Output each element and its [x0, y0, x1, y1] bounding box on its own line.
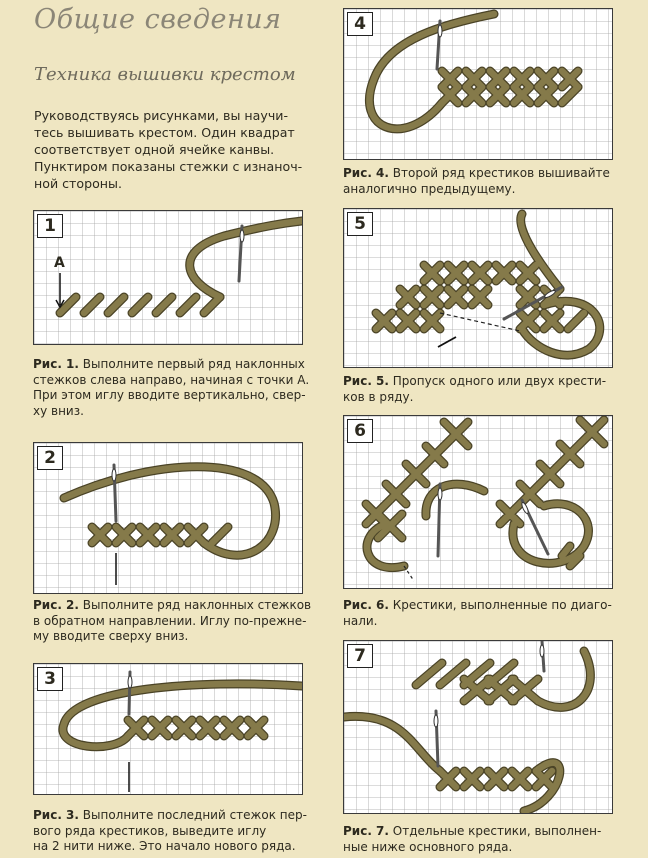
figure-2 — [33, 442, 303, 594]
figure-6-caption — [343, 598, 612, 629]
intro-line: соответствует одной ячейке канвы. — [34, 142, 275, 157]
caption-label: Рис. 3. — [33, 808, 79, 822]
caption-text: Пропуск одного или двух крести- — [388, 374, 607, 388]
figure-2-caption — [33, 598, 311, 645]
caption-text: в обратном направлении. Иглу по-прежне- — [33, 613, 307, 628]
caption-text: на 2 нити ниже. Это начало нового ряда. — [33, 839, 296, 853]
caption-text: Отдельные крестики, выполнен- — [388, 824, 602, 838]
figure-1-illustration — [34, 211, 302, 344]
caption-text: вого ряда крестиков, выведите иглу — [33, 823, 267, 838]
intro-line: ной стороны. — [34, 176, 122, 191]
figure-2-illustration — [34, 443, 302, 593]
figure-number: 6 — [347, 419, 373, 443]
figure-1 — [33, 210, 303, 345]
caption-label: Рис. 5. — [343, 374, 389, 388]
caption-label: Рис. 4. — [343, 166, 389, 180]
page-title: Общие сведения — [34, 4, 282, 35]
intro-line: Пунктиром показаны стежки с изнаноч- — [34, 159, 303, 174]
caption-text: ные ниже основного ряда. — [343, 839, 513, 854]
caption-text: стежков слева направо, начиная с точки А. — [33, 372, 310, 387]
figure-4-illustration — [344, 9, 612, 159]
figure-5 — [343, 208, 613, 368]
figure-4-caption — [343, 166, 610, 197]
figure-number: 2 — [37, 446, 63, 470]
caption-label: Рис. 6. — [343, 598, 389, 612]
figure-number: 7 — [347, 644, 373, 668]
caption-text: му вводите сверху вниз. — [33, 629, 189, 643]
caption-text: Выполните ряд наклонных стежков — [78, 598, 312, 612]
point-a-label: А — [54, 255, 65, 271]
caption-label: Рис. 2. — [33, 598, 79, 612]
figure-number: 5 — [347, 212, 373, 236]
caption-text: нали. — [343, 613, 378, 628]
caption-label: Рис. 7. — [343, 824, 389, 838]
figure-7-caption — [343, 824, 601, 855]
caption-text: Второй ряд крестиков вышивайте — [388, 166, 610, 180]
intro-text — [34, 107, 324, 192]
caption-text: При этом иглу вводите вертикально, свер- — [33, 388, 306, 402]
caption-label: Рис. 1. — [33, 357, 79, 371]
figure-5-caption — [343, 374, 606, 405]
figure-6-illustration — [344, 416, 612, 588]
figure-1-caption — [33, 357, 309, 419]
caption-text: ху вниз. — [33, 403, 84, 418]
figure-4 — [343, 8, 613, 160]
figure-number: 3 — [37, 667, 63, 691]
figure-7-illustration — [344, 641, 612, 813]
figure-5-illustration — [344, 209, 612, 367]
figure-3-illustration — [34, 664, 302, 794]
figure-7 — [343, 640, 613, 814]
caption-text: Выполните первый ряд наклонных — [78, 357, 305, 371]
figure-number: 4 — [347, 12, 373, 36]
caption-text: аналогично предыдущему. — [343, 181, 516, 196]
figure-6 — [343, 415, 613, 589]
caption-text: Крестики, выполненные по диаго- — [388, 598, 612, 612]
figure-number: 1 — [37, 214, 63, 238]
intro-line: Руководствуясь рисунками, вы научи- — [34, 108, 289, 123]
intro-line: тесь вышивать крестом. Один квадрат — [34, 125, 295, 140]
caption-text: ков в ряду. — [343, 389, 414, 404]
caption-text: Выполните последний стежок пер- — [78, 808, 307, 822]
section-subtitle: Техника вышивки крестом — [34, 64, 296, 85]
figure-3-caption — [33, 808, 307, 855]
figure-3 — [33, 663, 303, 795]
